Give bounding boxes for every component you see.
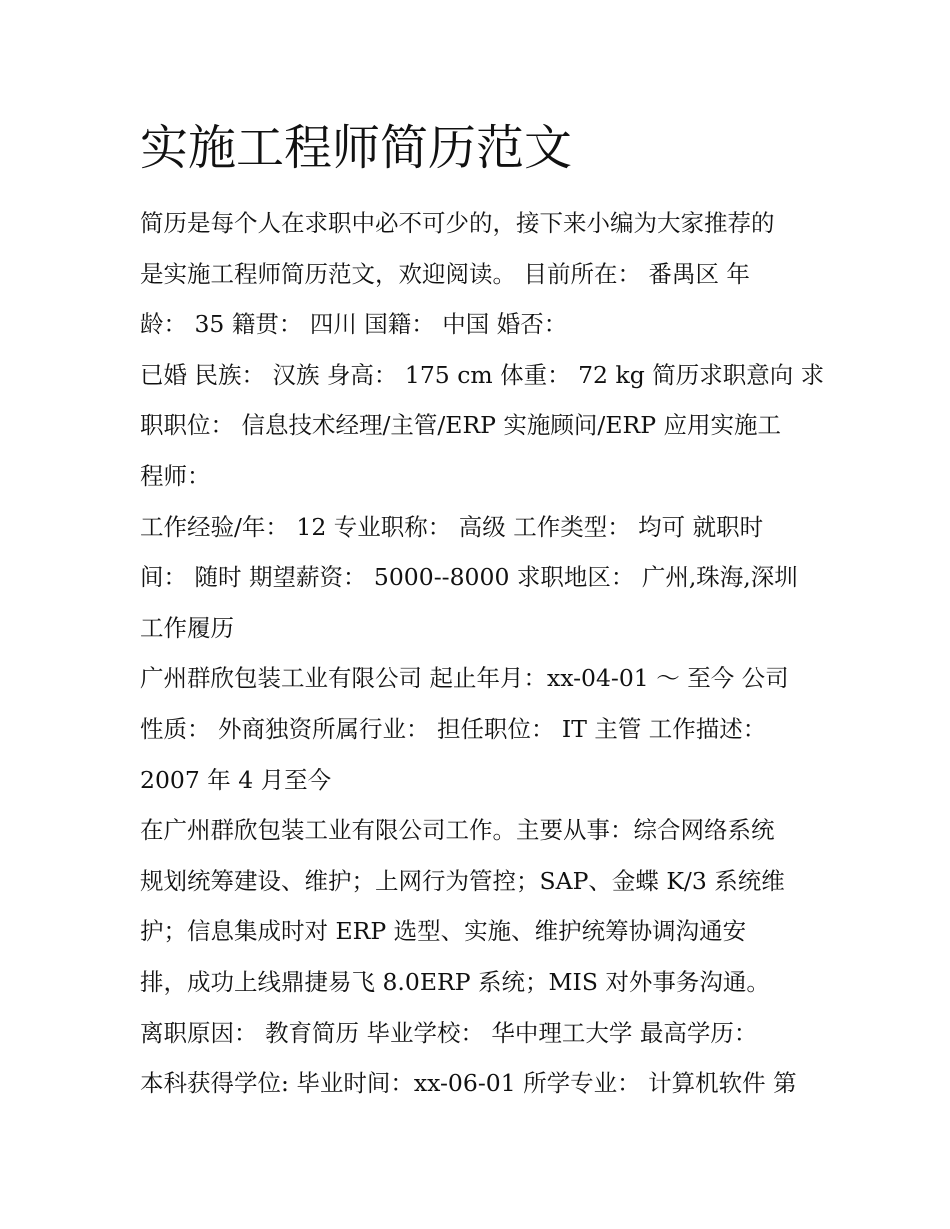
section-heading-work-history: 工作履历 bbox=[140, 613, 234, 642]
body-line: 在广州群欣包装工业有限公司工作。主要从事：综合网络系统 bbox=[140, 816, 775, 845]
body-line: 规划统筹建设、维护；上网行为管控；SAP、金蝶 K/3 系统维 bbox=[140, 866, 785, 895]
body-line: 程师： bbox=[140, 461, 211, 490]
body-line: 广州群欣包装工业有限公司 起止年月：xx-04-01 ～ 至今 公司 bbox=[140, 664, 789, 693]
body-line: 离职原因： 教育简历 毕业学校： 华中理工大学 最高学历： bbox=[140, 1018, 758, 1047]
body-line: 简历是每个人在求职中必不可少的，接下来小编为大家推荐的 bbox=[140, 209, 775, 237]
body-line: 排，成功上线鼎捷易飞 8.0ERP 系统；MIS 对外事务沟通。 bbox=[140, 967, 770, 996]
body-line: 已婚 民族： 汉族 身高： 175 cm 体重： 72 kg 简历求职意向 求 bbox=[140, 360, 825, 389]
body-line: 是实施工程师简历范文，欢迎阅读。 目前所在： 番禺区 年 bbox=[140, 259, 750, 288]
body-line: 职职位： 信息技术经理/主管/ERP 实施顾问/ERP 应用实施工 bbox=[140, 411, 781, 440]
body-line: 龄： 35 籍贯： 四川 国籍： 中国 婚否： bbox=[140, 310, 568, 339]
body-line: 工作经验/年： 12 专业职称： 高级 工作类型： 均可 就职时 bbox=[140, 512, 764, 541]
document-body bbox=[140, 198, 825, 1109]
body-line: 护；信息集成时对 ERP 选型、实施、维护统筹协调沟通安 bbox=[140, 917, 747, 946]
body-line: 性质： 外商独资所属行业： 担任职位： IT 主管 工作描述： bbox=[140, 714, 767, 743]
body-line: 间： 随时 期望薪资： 5000--8000 求职地区： 广州,珠海,深圳 bbox=[140, 563, 798, 592]
body-line: 2007 年 4 月至今 bbox=[140, 765, 332, 794]
body-line: 本科获得学位: 毕业时间：xx-06-01 所学专业： 计算机软件 第 bbox=[140, 1069, 797, 1098]
document-title: 实施工程师简历范文 bbox=[140, 120, 573, 176]
